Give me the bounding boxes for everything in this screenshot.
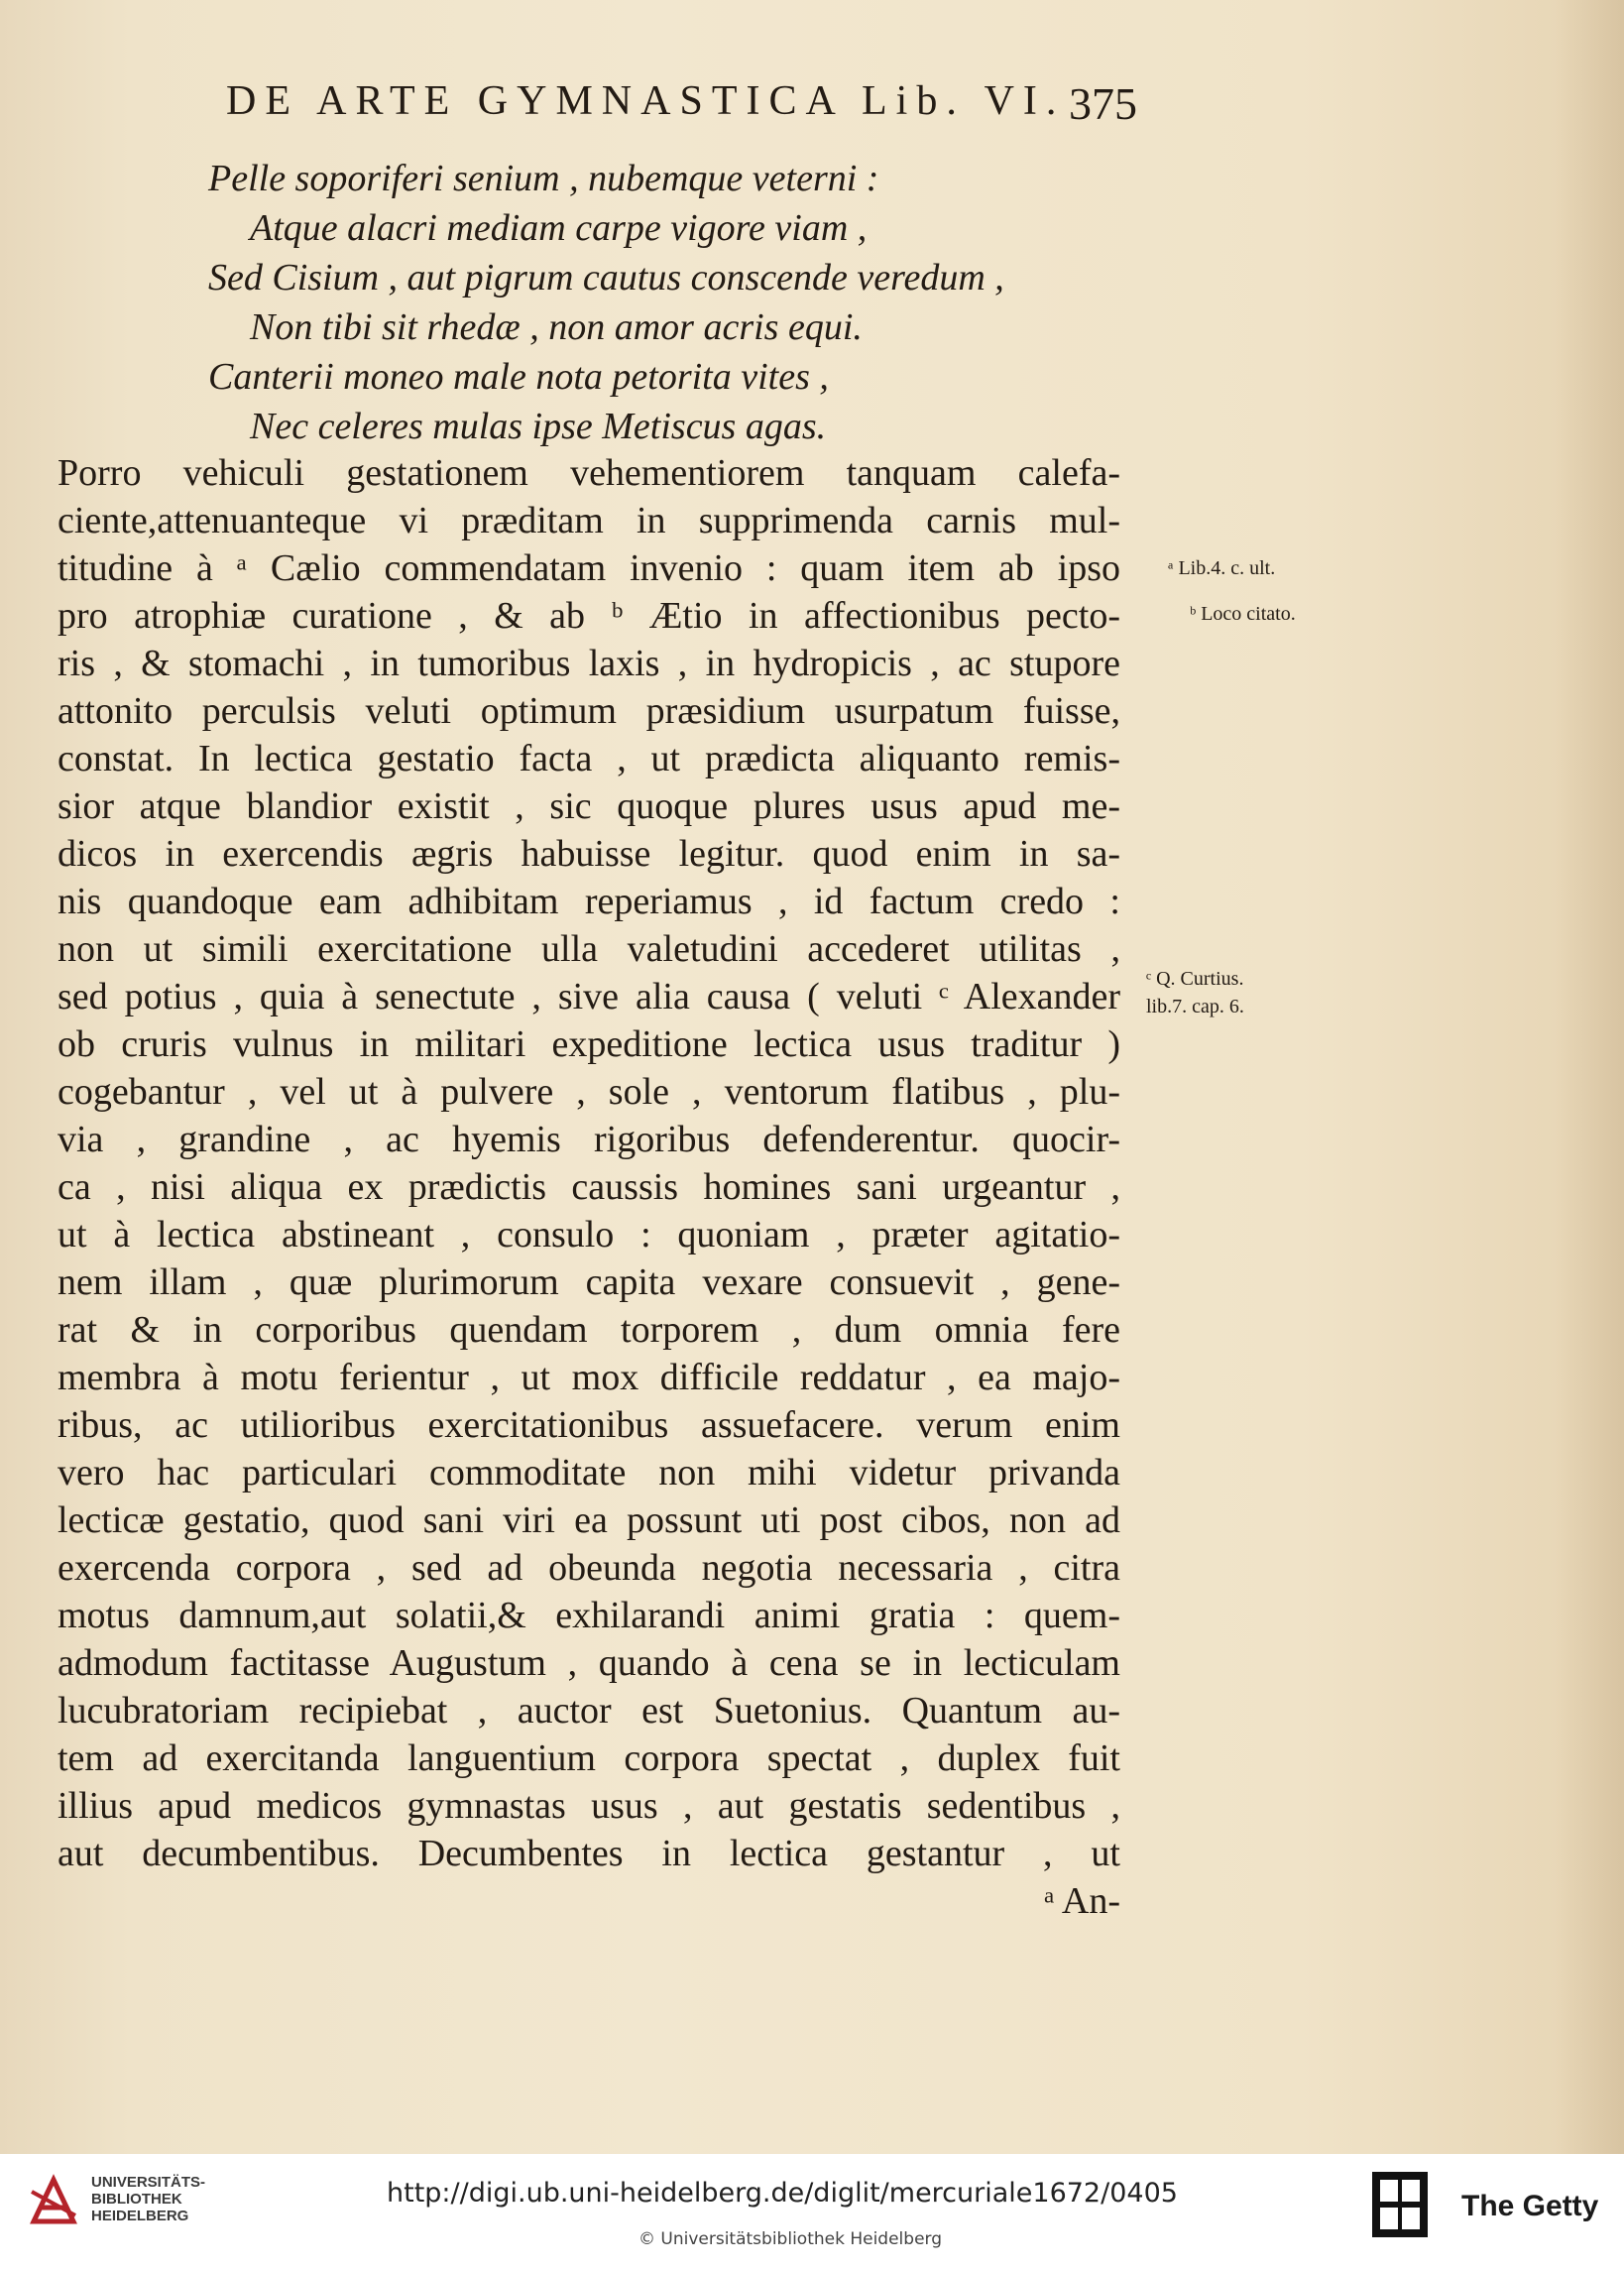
text-line: cogebantur , vel ut à pulvere , sole , ventorum flatibus , plu- [58, 1071, 1120, 1113]
text-line: titudine à ᵃ Cælio commendatam invenio : quam item ab ipso [58, 547, 1120, 589]
poem-line: Atque alacri mediam carpe vigore viam , [250, 207, 868, 249]
text-line: ris , & stomachi , in tumoribus laxis , in hydropicis , ac stupore [58, 643, 1120, 684]
catchword: ᵃ An- [1044, 1880, 1120, 1922]
margin-note-c-ref: lib.7. cap. 6. [1146, 996, 1244, 1017]
margin-note-c: ᶜ Q. Curtius. [1146, 968, 1244, 990]
text-line: nem illam , quæ plurimorum capita vexare consuevit , gene- [58, 1261, 1120, 1303]
text-line: ca , nisi aliqua ex prædictis caussis homines sani urgeantur , [58, 1166, 1120, 1208]
library-logo-icon [24, 2172, 83, 2231]
library-name-line: HEIDELBERG [91, 2208, 189, 2224]
text-line: aut decumbentibus. Decumbentes in lectica gestantur , ut [58, 1833, 1120, 1874]
text-line: lucubratoriam recipiebat , auctor est Suetonius. Quantum au- [58, 1690, 1120, 1732]
copyright-notice: © Universitätsbibliothek Heidelberg [638, 2229, 943, 2249]
partner-name: The Getty [1461, 2190, 1599, 2222]
text-line: membra à motu ferientur , ut mox difficile reddatur , ea majo- [58, 1357, 1120, 1398]
text-line: illius apud medicos gymnastas usus , aut gestatis sedentibus , [58, 1785, 1120, 1827]
page-header [226, 77, 1148, 137]
text-line: Porro vehiculi gestationem vehementiorem tanquam calefa- [58, 452, 1120, 494]
library-name-line: UNIVERSITÄTS- [91, 2174, 206, 2191]
margin-note-a: ᵃ Lib.4. c. ult. [1168, 557, 1276, 579]
text-line: ob cruris vulnus in militari expeditione lectica usus traditur ) [58, 1023, 1120, 1065]
text-line: non ut simili exercitatione ulla valetudini accederet utilitas , [58, 928, 1120, 970]
text-line: attonito perculsis veluti optimum præsidium usurpatum fuisse, [58, 690, 1120, 732]
library-name [91, 2174, 220, 2224]
text-line: sed potius , quia à senectute , sive alia causa ( veluti ᶜ Alexander [58, 976, 1120, 1017]
text-line: rat & in corporibus quendam torporem , dum omnia fere [58, 1309, 1120, 1351]
getty-logo-icon [1370, 2170, 1430, 2239]
text-line: ciente,attenuanteque vi præditam in supprimenda carnis mul- [58, 500, 1120, 541]
text-line: sior atque blandior existit , sic quoque plures usus apud me- [58, 785, 1120, 827]
text-line: constat. In lectica gestatio facta , ut prædicta aliquanto remis- [58, 738, 1120, 779]
margin-note-b: ᵇ Loco citato. [1190, 603, 1296, 625]
text-line: pro atrophiæ curatione , & ab ᵇ Ætio in affectionibus pecto- [58, 595, 1120, 637]
text-line: ribus, ac utilioribus exercitationibus assuefacere. verum enim [58, 1404, 1120, 1446]
text-line: vero hac particulari commoditate non mihi videtur privanda [58, 1452, 1120, 1494]
text-line: ut à lectica abstineant , consulo : quoniam , præter agitatio- [58, 1214, 1120, 1255]
text-line: exercenda corpora , sed ad obeunda negotia necessaria , citra [58, 1547, 1120, 1589]
viewer-footer [0, 2154, 1624, 2271]
library-name-line: BIBLIOTHEK [91, 2191, 182, 2208]
text-line: admodum factitasse Augustum , quando à cena se in lecticulam [58, 1642, 1120, 1684]
running-title: DE ARTE GYMNASTICA Lib. VI. [226, 78, 1066, 124]
poem-line: Canterii moneo male nota petorita vites , [208, 356, 829, 398]
poem-line: Nec celeres mulas ipse Metiscus agas. [250, 406, 827, 447]
text-line: dicos in exercendis ægris habuisse legitur. quod enim in sa- [58, 833, 1120, 875]
poem-line: Pelle soporiferi senium , nubemque veterni : [208, 158, 879, 199]
text-line: tem ad exercitanda languentium corpora spectat , duplex fuit [58, 1737, 1120, 1779]
poem-line: Sed Cisium , aut pigrum cautus conscende veredum , [208, 257, 1004, 299]
text-line: motus damnum,aut solatii,& exhilarandi animi gratia : quem- [58, 1595, 1120, 1636]
permalink-url[interactable]: http://digi.ub.uni-heidelberg.de/diglit/mercuriale1672/0405 [387, 2178, 1178, 2209]
text-line: nis quandoque eam adhibitam reperiamus , id factum credo : [58, 881, 1120, 922]
poem-line: Non tibi sit rhedæ , non amor acris equi. [250, 306, 863, 348]
text-line: lecticæ gestatio, quod sani viri ea possunt uti post cibos, non ad [58, 1499, 1120, 1541]
page-number: 375 [1069, 78, 1137, 129]
text-line: via , grandine , ac hyemis rigoribus defenderentur. quocir- [58, 1119, 1120, 1160]
